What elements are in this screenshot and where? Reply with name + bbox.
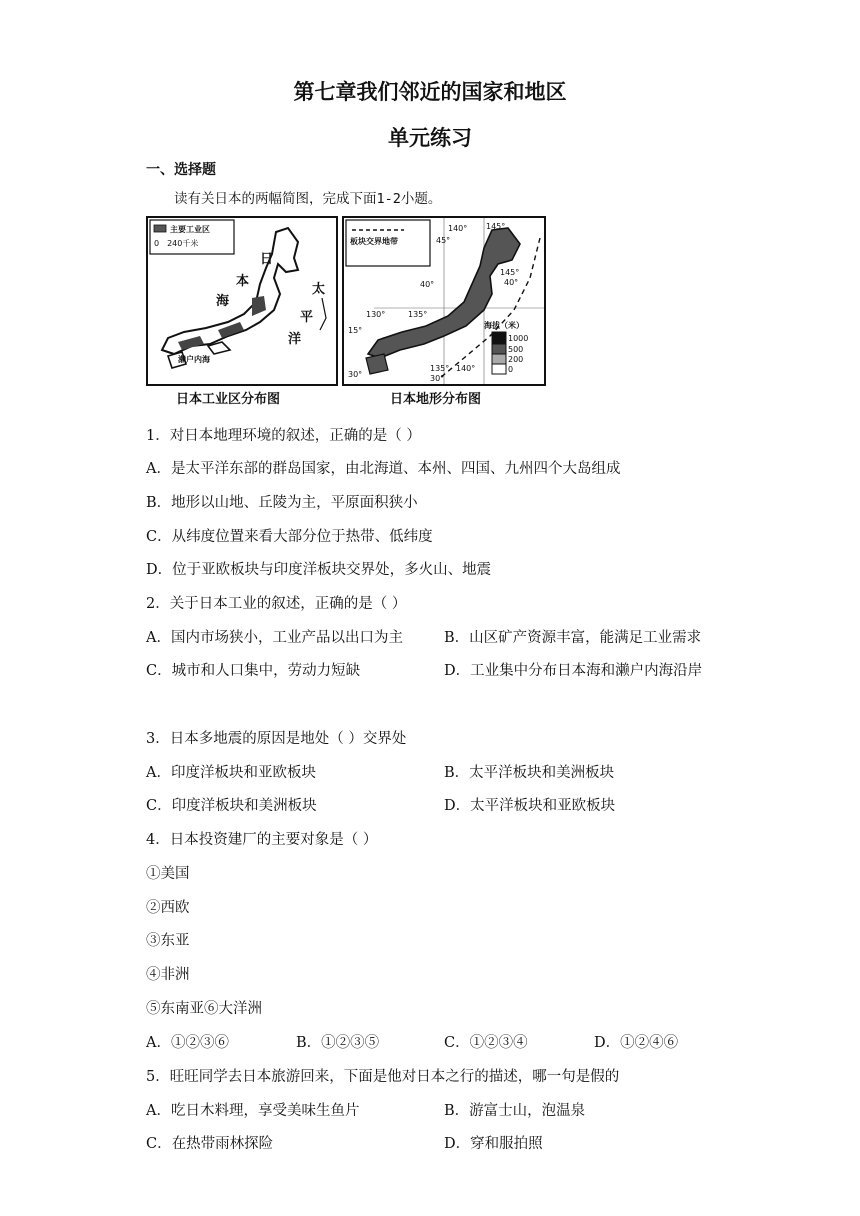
question-2 <box>146 592 406 613</box>
q5-option-a[interactable]: A．吃日木料理，享受美味生鱼片 <box>146 1103 360 1119</box>
q2-option-c[interactable]: C．城市和人口集中，劳动力短缺 <box>146 663 361 679</box>
elev-1000: 1000 <box>508 334 529 343</box>
inland-sea-label: 濑户内海 <box>178 355 210 364</box>
q4-option-b[interactable]: B．①②③⑤ <box>296 1035 380 1051</box>
deg-label: 15° <box>348 326 363 335</box>
japan-maps-figure <box>146 216 546 416</box>
question-3 <box>146 727 406 748</box>
question-number: 4． <box>146 832 170 848</box>
q3-option-d[interactable]: D．太平洋板块和亚欧板块 <box>444 798 616 814</box>
q3-option-c[interactable]: C．印度洋板块和美洲板块 <box>146 798 317 814</box>
legend-industry-label: 主要工业区 <box>170 225 210 234</box>
q2-option-d[interactable]: D．工业集中分布日本海和濑户内海沿岸 <box>444 663 703 679</box>
question-number: 3． <box>146 731 170 747</box>
intro-text: 读有关日本的两幅简图，完成下面1-2小题。 <box>174 191 442 207</box>
ocean-label-2: 平 <box>300 310 314 325</box>
sea-label-1: 日 <box>260 252 274 267</box>
deg-label: 145° <box>486 222 506 231</box>
deg-label: 140° <box>448 224 468 233</box>
q4-item-2: ②西欧 <box>146 900 190 916</box>
elev-0: 0 <box>508 365 514 374</box>
q4-option-c[interactable]: C．①②③④ <box>444 1035 528 1051</box>
deg-label: 145° <box>500 268 520 277</box>
question-stem: 旺旺同学去日本旅游回来，下面是他对日本之行的描述，哪一句是假的 <box>169 1069 620 1085</box>
question-4 <box>146 828 377 849</box>
q4-item-4: ④非洲 <box>146 967 190 983</box>
ocean-label-1: 太 <box>312 282 326 297</box>
deg-label: 135° <box>408 310 428 319</box>
question-number: 1． <box>146 428 170 444</box>
question-5 <box>146 1065 619 1086</box>
industry-map <box>146 216 338 386</box>
elev-200: 200 <box>508 355 524 364</box>
deg-label: 40° <box>420 280 435 289</box>
q5-option-b[interactable]: B．游富士山，泡温泉 <box>444 1103 586 1119</box>
deg-label: 30° <box>348 370 363 379</box>
q1-option-b[interactable]: B．地形以山地、丘陵为主，平原面积狭小 <box>146 495 418 511</box>
page-title: 第七章我们邻近的国家和地区 <box>293 80 567 104</box>
question-number: 5． <box>146 1069 170 1085</box>
q4-option-d[interactable]: D．①②④⑥ <box>594 1035 679 1051</box>
question-stem: 对日本地理环境的叙述，正确的是（ ） <box>169 428 421 444</box>
deg-label: 40° <box>504 278 519 287</box>
industry-map-caption: 日本工业区分布图 <box>176 392 281 407</box>
q4-option-a[interactable]: A．①②③⑥ <box>146 1035 229 1051</box>
scale-label: 0 240千米 <box>154 239 199 248</box>
ocean-label-3: 洋 <box>288 332 302 347</box>
sea-label-2: 本 <box>236 274 250 289</box>
elevation-title: 海拔（米） <box>484 321 524 330</box>
deg-label: 140° <box>456 364 476 373</box>
section-heading: 一、选择题 <box>146 162 216 178</box>
q4-item-1: ①美国 <box>146 866 190 882</box>
deg-label: 130° <box>366 310 386 319</box>
q2-option-a[interactable]: A．国内市场狭小，工业产品以出口为主 <box>146 630 403 646</box>
q5-option-d[interactable]: D．穿和服拍照 <box>444 1136 543 1152</box>
q1-option-a[interactable]: A．是太平洋东部的群岛国家，由北海道、本州、四国、九州四个大岛组成 <box>146 461 621 477</box>
deg-label: 135° <box>430 364 450 373</box>
q4-item-5: ⑤东南亚⑥大洋洲 <box>146 1001 262 1017</box>
page-subtitle: 单元练习 <box>388 126 472 150</box>
terrain-map <box>342 216 546 386</box>
elev-500: 500 <box>508 345 524 354</box>
q1-option-c[interactable]: C．从纬度位置来看大部分位于热带、低纬度 <box>146 529 433 545</box>
deg-label: 45° <box>436 236 451 245</box>
question-stem: 日本投资建厂的主要对象是（ ） <box>169 832 378 848</box>
question-stem: 关于日本工业的叙述，正确的是（ ） <box>169 596 407 612</box>
q4-item-3: ③东亚 <box>146 933 190 949</box>
sea-label-3: 海 <box>216 294 230 309</box>
question-number: 2． <box>146 596 170 612</box>
question-1 <box>146 424 421 445</box>
terrain-map-caption: 日本地形分布图 <box>390 392 482 407</box>
legend-plate-label: 板块交界地带 <box>350 237 398 246</box>
q3-option-b[interactable]: B．太平洋板块和美洲板块 <box>444 765 615 781</box>
q3-option-a[interactable]: A．印度洋板块和亚欧板块 <box>146 765 316 781</box>
q2-option-b[interactable]: B．山区矿产资源丰富，能满足工业需求 <box>444 630 702 646</box>
question-stem: 日本多地震的原因是地处（ ）交界处 <box>169 731 407 747</box>
q1-option-d[interactable]: D．位于亚欧板块与印度洋板块交界处，多火山、地震 <box>146 562 492 578</box>
deg-label: 30° <box>430 374 445 383</box>
q5-option-c[interactable]: C．在热带雨林探险 <box>146 1136 274 1152</box>
